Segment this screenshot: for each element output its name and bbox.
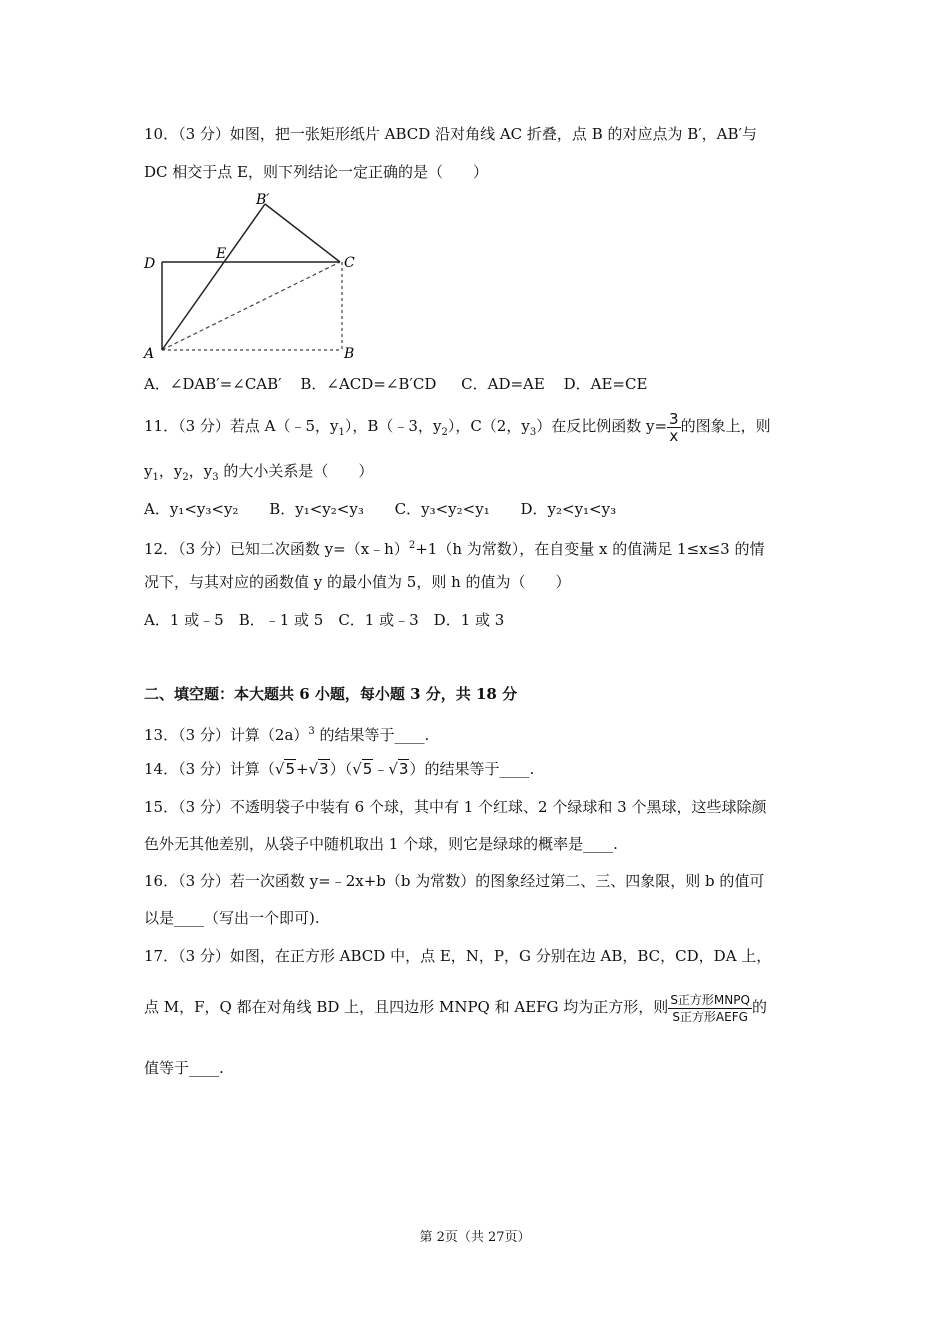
- q17-line2: 点 M，F，Q 都在对角线 BD 上，且四边形 MNPQ 和 AEFG 均为正方形，则 $\frac{\text{S正方形MNPQ}}{\text{S正方形AEFG}}$ 的: [144, 992, 767, 1024]
- q12-line1: 12．（3 分）已知二次函数 y=（x﹣h）$^2$+1（h 为常数），在自变量 x 的值满足 1≤x≤3 的情: [144, 540, 765, 558]
- segment-b-prime-c: [265, 204, 340, 262]
- segment-ab-prime: [162, 204, 265, 350]
- label-c: C: [344, 255, 355, 271]
- q10-option-a: A．∠DAB′=∠CAB′: [144, 375, 282, 393]
- q10-options: [144, 374, 647, 394]
- sqrt-3: √3: [388, 760, 409, 778]
- label-e: E: [216, 246, 227, 262]
- q11-line1: 11．（3 分）若点 A（﹣5，$y_1$），B（﹣3，$y_2$），C（2，$y_3$）在反比例函数 y= $\frac{3}{x}$ 的图象上，则: [144, 409, 771, 445]
- q13: 13．（3 分）计算$(2a)^3$ 的结果等于____.: [144, 726, 430, 744]
- q11-option-c: C．y₃<y₂<y₁: [394, 500, 490, 518]
- q15-line2: 色外无其他差别，从袋子中随机取出 1 个球，则它是绿球的概率是____.: [144, 835, 618, 853]
- label-a: A: [144, 346, 155, 362]
- q10-option-d: D．AE=CE: [563, 375, 648, 393]
- q11-option-a: A．y₁<y₃<y₂: [144, 500, 239, 518]
- fraction-square-area-ratio: $\frac{\text{S正方形MNPQ}}{\text{S正方形AEFG}}$: [670, 992, 750, 1024]
- q16-line1: 16．（3 分）若一次函数 y=﹣2x+b（b 为常数）的图象经过第二、三、四象限，则 b 的值可: [144, 872, 765, 890]
- q17-line3: 值等于____.: [144, 1059, 224, 1077]
- q10-line1: 10．（3 分）如图，把一张矩形纸片 ABCD 沿对角线 AC 折叠，点 B 的对应点为 B′，AB′与: [144, 125, 757, 143]
- label-b: B: [344, 346, 355, 362]
- q12-line2: 况下，与其对应的函数值 y 的最小值为 5，则 h 的值为（ ）: [144, 573, 571, 591]
- q14: 14．（3 分）计算（√5+√3）（√5﹣√3）的结果等于____.: [144, 760, 535, 778]
- q16-line2: 以是____（写出一个即可).: [144, 909, 320, 927]
- fraction-3-over-x: $\frac{3}{x}$: [669, 409, 679, 445]
- q10-option-b: B．∠ACD=∠B′CD: [300, 375, 437, 393]
- sqrt-5: √5: [352, 760, 373, 778]
- sqrt-3: √3: [308, 760, 329, 778]
- label-d: D: [144, 256, 156, 272]
- fold-rectangle-figure: [140, 190, 370, 365]
- page-footer: 第 2页（共 27页）: [419, 1230, 531, 1245]
- q11-line2: $y_1$，$y_2$，$y_3$ 的大小关系是（ ）: [144, 462, 374, 483]
- q12-options: A．1 或﹣5 B．﹣1 或 5 C．1 或﹣3 D．1 或 3: [144, 611, 505, 629]
- section-2-heading: 二、填空题：本大题共 6 小题，每小题 3 分，共 18 分: [144, 685, 518, 703]
- q10-line2: DC 相交于点 E，则下列结论一定正确的是（ ）: [144, 163, 488, 181]
- diagonal-ac: [162, 262, 340, 350]
- sqrt-5: √5: [274, 760, 296, 778]
- q11-option-d: D．y₂<y₁<y₃: [520, 500, 617, 518]
- q15-line1: 15．（3 分）不透明袋子中装有 6 个球，其中有 1 个红球、2 个绿球和 3 个黑球，这些球除颜: [144, 798, 767, 816]
- q17-line1: 17．（3 分）如图，在正方形 ABCD 中，点 E，N，P，G 分别在边 AB，BC，CD，DA 上，: [144, 947, 772, 965]
- q11-options: [144, 499, 616, 519]
- label-b-prime: B′: [256, 192, 270, 208]
- q10-option-c: C．AD=AE: [461, 375, 545, 393]
- q11-option-b: B．y₁<y₂<y₃: [269, 500, 364, 518]
